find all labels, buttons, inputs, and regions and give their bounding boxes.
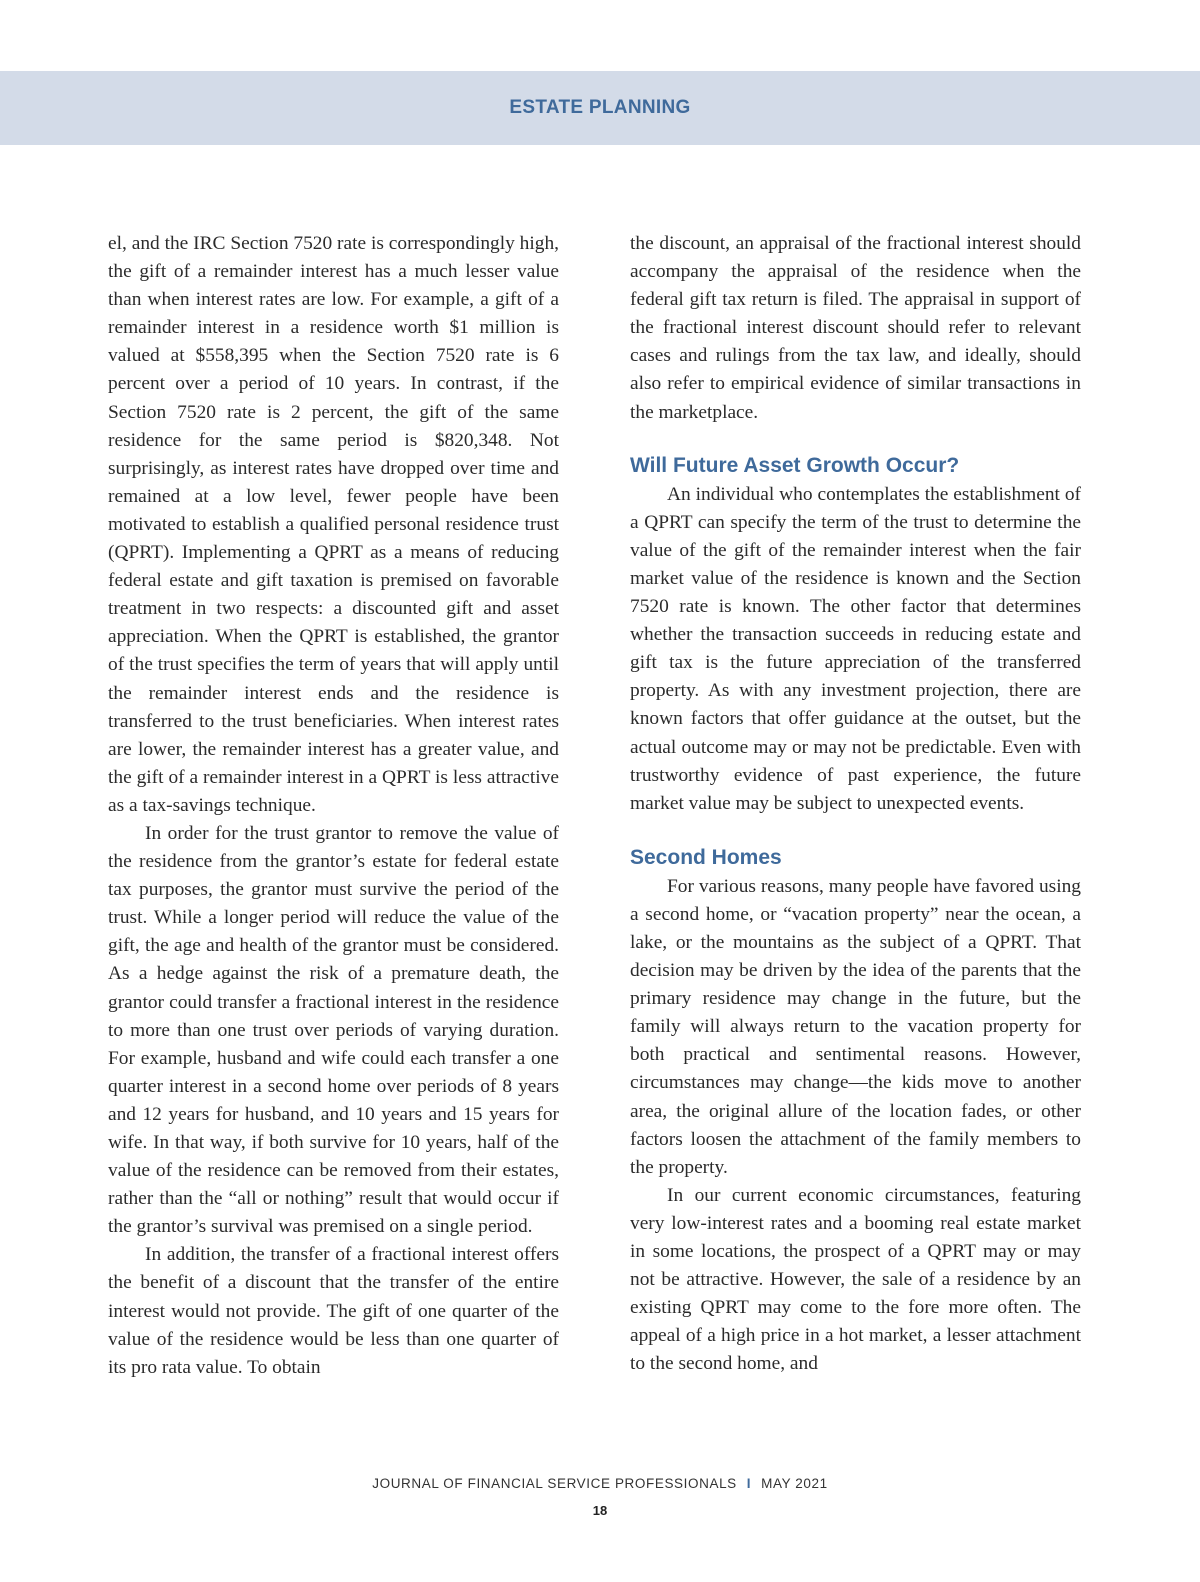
body-paragraph: An individual who contemplates the establishment of a QPRT can specify the term of the trust to determine the value of the gift of the remainder interest when the fair market value of the residence is known and the Section 7520 rate is known. The other factor that determines whether the transaction succeeds in reducing estate and gift tax is the future appreciation of the transferred property. As with any investment projection, there are known factors that offer guidance at the outset, but the actual outcome may or may not be predictable. Even with trustworthy evidence of past experience, the future market value may be subject to unexpected events. (630, 483, 1081, 814)
journal-name: JOURNAL OF FINANCIAL SERVICE PROFESSIONALS (372, 1476, 737, 1491)
footer-journal-line (0, 1476, 1200, 1491)
section-heading-future-asset-growth: Will Future Asset Growth Occur? (630, 453, 960, 477)
issue-date: MAY 2021 (761, 1476, 828, 1491)
body-paragraph: In our current economic circumstances, featuring very low-interest rates and a booming real estate market in some locations, the prospect of a QPRT may or may not be attractive. However, the sale of a residence by an existing QPRT may come to the fore more often. The appeal of a high price in a hot market, a lesser attachment to the second home, and (630, 1184, 1081, 1375)
right-column (630, 230, 1081, 1378)
body-paragraph: For various reasons, many people have favored using a second home, or “vacation property” near the ocean, a lake, or the mountains as the subject of a QPRT. That decision may be driven by the idea of the parents that the primary residence may change in the future, but the family will always return to the vacation property for both practical and sentimental reasons. However, circumstances may change—the kids move to another area, the original allure of the location fades, or other factors loosen the attachment of the family members to the property. (630, 875, 1081, 1178)
body-paragraph: In order for the trust grantor to remove the value of the residence from the grantor’s estate for federal estate tax purposes, the grantor must survive the period of the trust. While a longer period will reduce the value of the gift, the age and health of the grantor must be considered. As a hedge against the risk of a premature death, the grantor could transfer a fractional interest in the residence to more than one trust over periods of varying duration. For example, husband and wife could each transfer a one quarter interest in a second home over periods of 8 years and 12 years for husband, and 10 years and 15 years for wife. In that way, if both survive for 10 years, half of the value of the residence can be removed from their estates, rather than the “all or nothing” result that would occur if the grantor’s survival was premised on a single period. (108, 822, 559, 1238)
section-label: ESTATE PLANNING (509, 97, 691, 118)
left-column (108, 230, 559, 1382)
section-heading-second-homes: Second Homes (630, 845, 782, 869)
body-paragraph: the discount, an appraisal of the fractional interest should accompany the appraisal of the residence when the federal gift tax return is filed. The appraisal in support of the fractional interest discount should refer to relevant cases and rulings from the tax law, and ideally, should also refer to empirical evidence of similar transactions in the marketplace. (630, 233, 1081, 423)
footer-separator: I (746, 1476, 752, 1491)
page-number: 18 (592, 1503, 608, 1518)
body-paragraph: el, and the IRC Section 7520 rate is correspondingly high, the gift of a remainder interest has a much lesser value than when interest rates are low. For example, a gift of a remainder interest in a residence worth $1 million is valued at $558,395 when the Section 7520 rate is 6 percent over a period of 10 years. In contrast, if the Section 7520 rate is 2 percent, the gift of the same residence for the same period is $820,348. Not surprisingly, as interest rates have dropped over time and remained at a low level, fewer people have been motivated to establish a qualified personal residence trust (QPRT). Implementing a QPRT as a means of reducing federal estate and gift taxation is premised on favorable treatment in two respects: a discounted gift and asset appreciation. When the QPRT is established, the grantor of the trust specifies the term of years that will apply until the remainder interest ends and the residence is transferred to the trust beneficiaries. When interest rates are lower, the remainder interest has a greater value, and the gift of a remainder interest in a QPRT is less attractive as a tax-savings technique. (108, 233, 559, 816)
body-paragraph: In addition, the transfer of a fractional interest offers the benefit of a discount that the transfer of the entire interest would not provide. The gift of one quarter of the value of the residence would be less than one quarter of its pro rata value. To obtain (108, 1244, 559, 1378)
